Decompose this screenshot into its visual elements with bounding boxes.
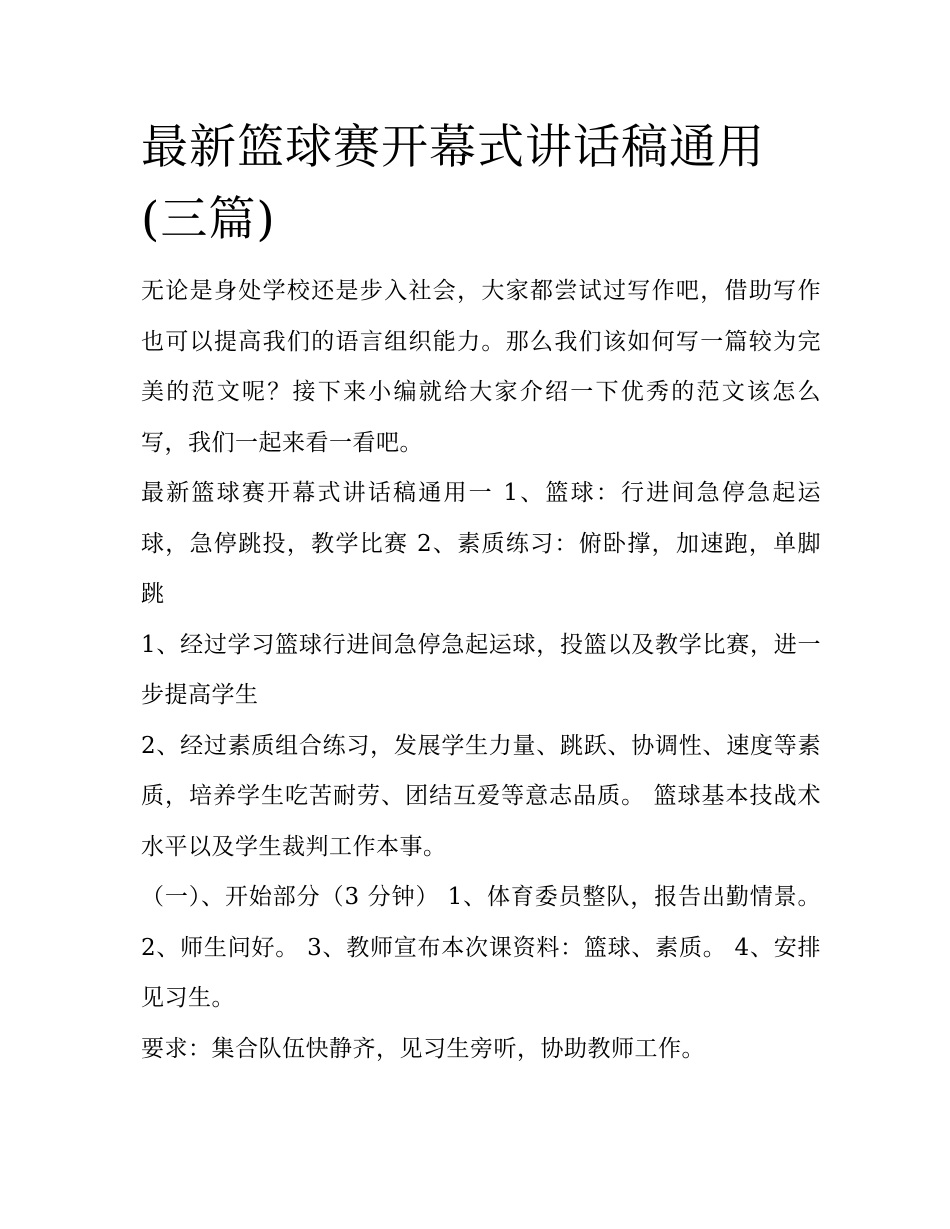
paragraph-intro: 无论是身处学校还是步入社会，大家都尝试过写作吧，借助写作也可以提高我们的语言组织能力。那么我们该如何写一篇较为完美的范文呢？接下来小编就给大家介绍一下优秀的范文该怎么写，我们一起来看一看吧。: [141, 278, 821, 456]
paragraph-objective-2: 2、经过素质组合练习，发展学生力量、跳跃、协调性、速度等素质，培养学生吃苦耐劳、团结互爱等意志品质。 篮球基本技战术水平以及学生裁判工作本事。: [141, 732, 821, 860]
document-body: [141, 112, 821, 1074]
document-title: 最新篮球赛开幕式讲话稿通用(三篇): [141, 120, 765, 247]
paragraph-objective-1: 1、经过学习篮球行进间急停急起运球，投篮以及教学比赛，进一步提高学生: [141, 631, 821, 708]
paragraph-content-overview: 最新篮球赛开幕式讲话稿通用一 1、篮球：行进间急停急起运球，急停跳投，教学比赛 2、素质练习：俯卧撑，加速跑，单脚跳: [141, 480, 821, 607]
paragraph-requirements: 要求：集合队伍快静齐，见习生旁听，协助教师工作。: [141, 1035, 705, 1062]
paragraph-opening-section: （一）、开始部分（3 分钟） 1、体育委员整队，报告出勤情景。 2、师生问好。 3、教师宣布本次课资料：篮球、素质。 4、安排见习生。: [141, 884, 821, 1011]
